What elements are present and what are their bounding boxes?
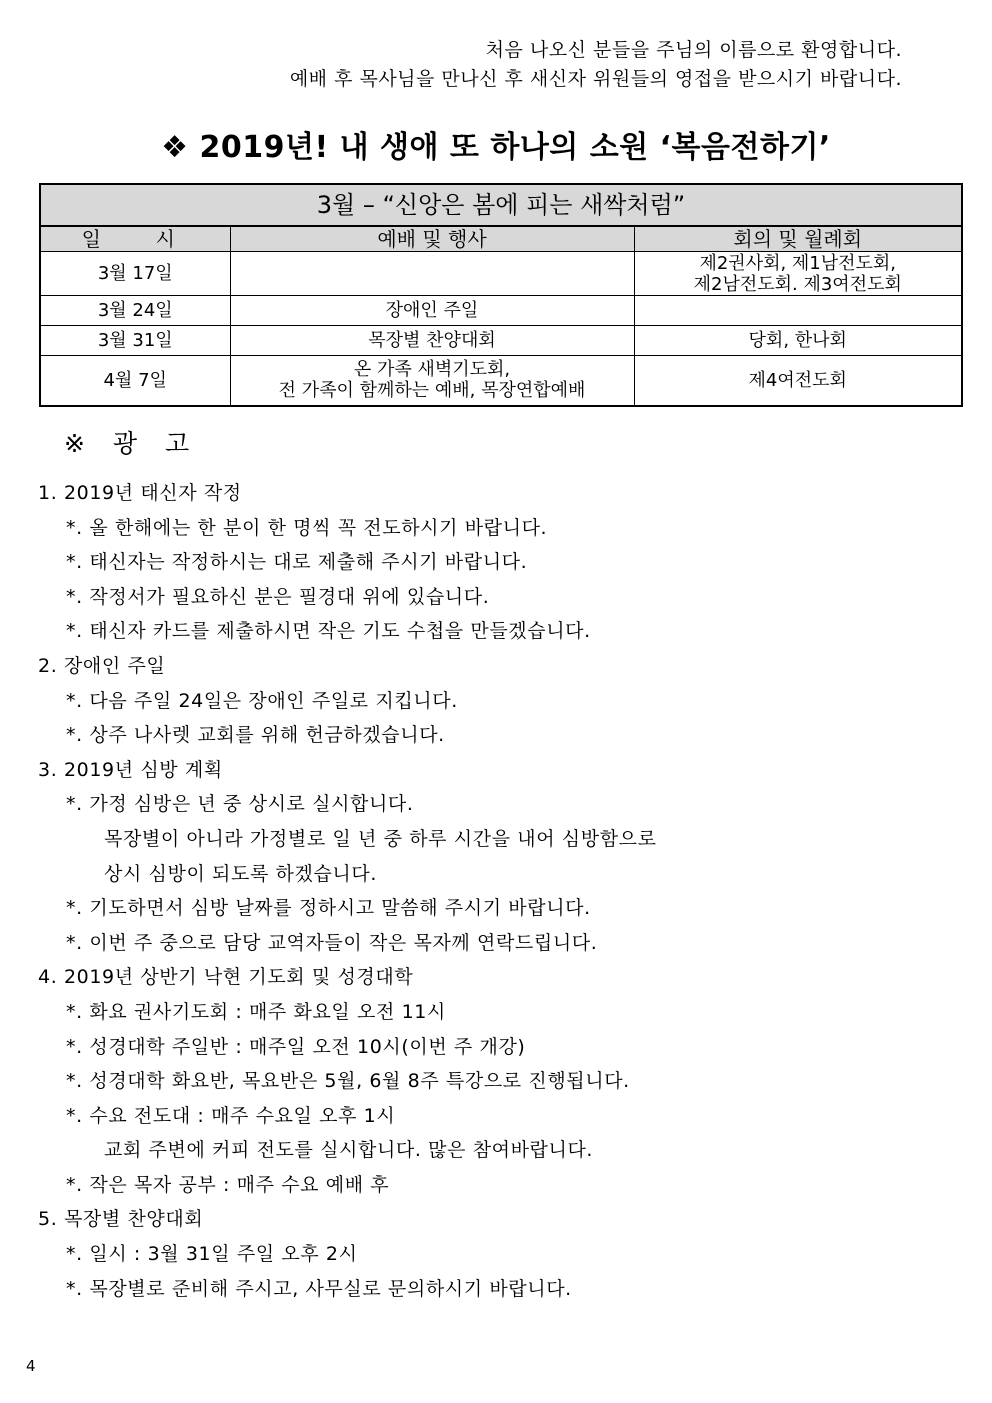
month-title: 3월 – “신앙은 봄에 피는 새싹처럼”	[40, 184, 962, 226]
announcement-line: *. 태신자는 작정하시는 대로 제출해 주시기 바랍니다.	[66, 551, 528, 574]
row-meetings	[634, 296, 962, 326]
announcement-line: *. 화요 권사기도회 : 매주 화요일 오전 11시	[66, 1000, 446, 1023]
announcement-line: *. 태신자 카드를 제출하시면 작은 기도 수첩을 만들겠습니다.	[66, 620, 591, 643]
meeting-line: 제2권사회, 제1남전도회,	[699, 252, 897, 274]
row-date: 3월 17일	[40, 252, 230, 296]
announcement-line: 목장별이 아니라 가정별로 일 년 중 하루 시간을 내어 심방함으로	[104, 827, 657, 850]
table-row	[40, 296, 962, 326]
announcement-line: *. 올 한해에는 한 분이 한 명씩 꼭 전도하시기 바랍니다.	[66, 516, 548, 539]
announcements-heading: ※ 광 고	[64, 429, 200, 458]
row-meetings: 제4여전도회	[634, 356, 962, 406]
schedule-table	[39, 183, 963, 407]
announcement-line: *. 기도하면서 심방 날짜를 정하시고 말씀해 주시기 바랍니다.	[66, 897, 591, 920]
row-date: 3월 24일	[40, 296, 230, 326]
announcements-list	[38, 476, 938, 1306]
header-date: 일 시	[40, 226, 230, 252]
announcement-line: 상시 심방이 되도록 하겠습니다.	[104, 862, 377, 885]
row-meetings	[634, 252, 962, 296]
welcome-line-1: 처음 나오신 분들을 주님의 이름으로 환영합니다.	[485, 39, 902, 61]
row-events	[230, 252, 634, 296]
announcement-title: 3. 2019년 심방 계획	[38, 758, 223, 781]
table-row	[40, 356, 962, 406]
header-meetings: 회의 및 월례회	[634, 226, 962, 252]
announcement-item	[38, 649, 938, 753]
announcement-line: *. 이번 주 중으로 담당 교역자들이 작은 목자께 연락드립니다.	[66, 931, 598, 954]
announcement-item	[38, 1202, 938, 1306]
row-meetings: 당회, 한나회	[634, 326, 962, 356]
event-line: 온 가족 새벽기도회,	[353, 359, 511, 381]
page-number: 4	[26, 1357, 36, 1375]
announcement-line: *. 성경대학 주일반 : 매주일 오전 10시(이번 주 개강)	[66, 1035, 526, 1058]
announcement-line: *. 작은 목자 공부 : 매주 수요 예배 후	[66, 1173, 390, 1196]
announcement-item	[38, 753, 938, 961]
row-events: 장애인 주일	[230, 296, 634, 326]
announcement-title: 4. 2019년 상반기 낙현 기도회 및 성경대학	[38, 966, 414, 989]
row-events	[230, 356, 634, 406]
announcement-title: 5. 목장별 찬양대회	[38, 1208, 204, 1231]
row-events: 목장별 찬양대회	[230, 326, 634, 356]
announcement-line: *. 다음 주일 24일은 장애인 주일로 지킵니다.	[66, 689, 458, 712]
row-date: 3월 31일	[40, 326, 230, 356]
page-title: ❖ 2019년! 내 생애 또 하나의 소원 ‘복음전하기’	[161, 130, 831, 165]
header-events: 예배 및 행사	[230, 226, 634, 252]
announcement-title: 2. 장애인 주일	[38, 654, 166, 677]
announcement-line: *. 일시 : 3월 31일 주일 오후 2시	[66, 1243, 358, 1266]
announcement-item	[38, 960, 938, 1202]
month-title-row	[40, 184, 962, 226]
welcome-message	[290, 36, 902, 94]
table-row	[40, 326, 962, 356]
meeting-line: 제2남전도회. 제3여전도회	[693, 273, 902, 295]
announcement-title: 1. 2019년 태신자 작정	[38, 482, 242, 504]
announcement-line: *. 상주 나사렛 교회를 위해 헌금하겠습니다.	[66, 724, 445, 747]
announcement-line: 교회 주변에 커피 전도를 실시합니다. 많은 참여바랍니다.	[104, 1139, 594, 1162]
event-line: 전 가족이 함께하는 예배, 목장연합예배	[278, 380, 586, 402]
header-row	[40, 226, 962, 252]
announcement-line: *. 가정 심방은 년 중 상시로 실시합니다.	[66, 793, 414, 816]
row-date: 4월 7일	[40, 356, 230, 406]
announcement-line: *. 성경대학 화요반, 목요반은 5월, 6월 8주 특강으로 진행됩니다.	[66, 1070, 630, 1093]
announcement-line: *. 수요 전도대 : 매주 수요일 오후 1시	[66, 1104, 396, 1127]
welcome-line-2: 예배 후 목사님을 만나신 후 새신자 위원들의 영접을 받으시기 바랍니다.	[289, 68, 902, 90]
announcement-line: *. 작정서가 필요하신 분은 필경대 위에 있습니다.	[66, 585, 490, 608]
announcement-item	[38, 476, 938, 649]
table-row	[40, 252, 962, 296]
announcement-line: *. 목장별로 준비해 주시고, 사무실로 문의하시기 바랍니다.	[66, 1277, 572, 1300]
